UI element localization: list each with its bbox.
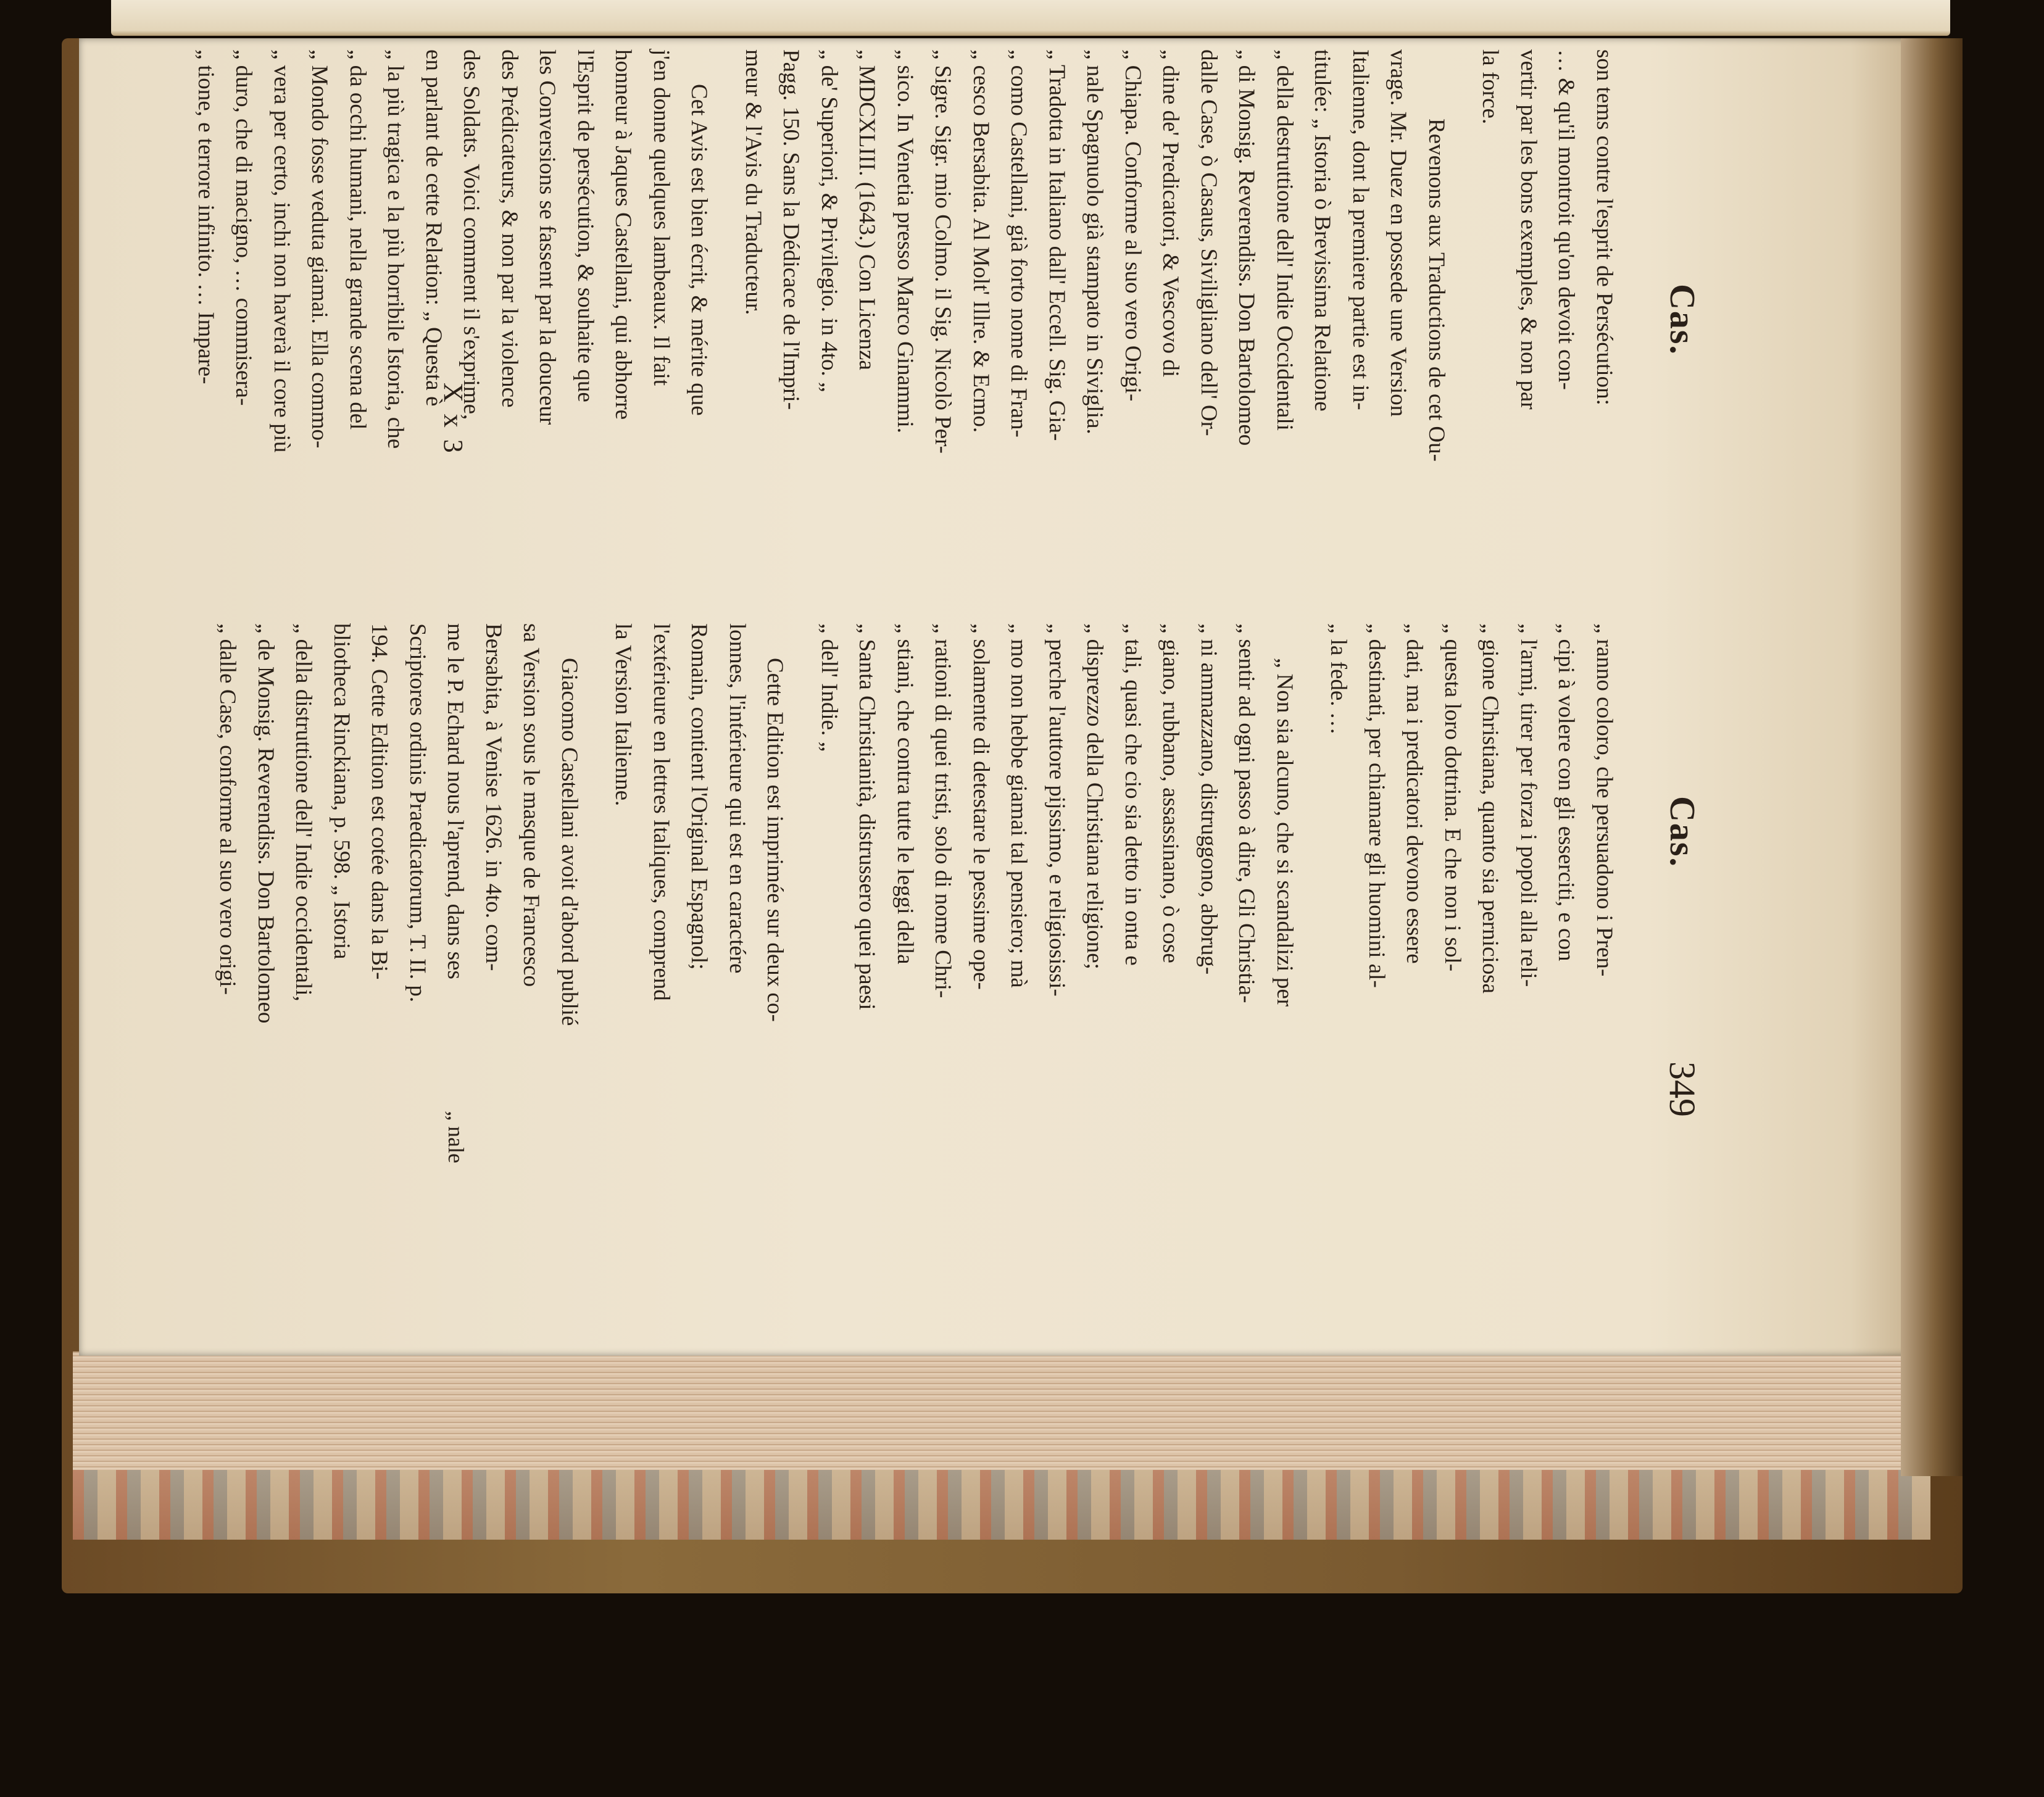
text-line: „ da occhi humani, nella grande scena del bbox=[345, 49, 370, 430]
text-line: „ mo non hebbe giamai tal pensiero; mà bbox=[1006, 623, 1032, 988]
text-line: Cette Edition est imprimée sur deux co- bbox=[762, 658, 788, 1022]
left-text-column bbox=[187, 49, 1624, 580]
text-line: Giacomo Castellani avoit d'abord publié bbox=[557, 658, 582, 1026]
text-line: „ la fede. … bbox=[1326, 623, 1352, 735]
running-title-left: Cas. bbox=[1663, 284, 1703, 355]
text-line: Italienne, dont la premiere partie est in- bbox=[1348, 49, 1373, 410]
text-line: meur & l'Avis du Traducteur. bbox=[741, 49, 766, 315]
text-line: bliotheca Rinckiana, p. 598. „ Istoria bbox=[329, 623, 354, 960]
right-text-column bbox=[209, 623, 1623, 1154]
text-line: „ nale Spagnuolo già stampato in Siviglia. bbox=[1082, 49, 1108, 434]
text-line: en parlant de cette Relation: „ Questa è bbox=[421, 49, 446, 407]
text-line: „ della destruttione dell' Indie Occidentali bbox=[1272, 49, 1297, 431]
text-line: „ destinati, per chiamare gli huomini al- bbox=[1364, 623, 1389, 988]
text-line: vrage. Mr. Duez en possede une Version bbox=[1386, 49, 1411, 417]
text-line: „ questa loro dottrina. E che non i sol- bbox=[1440, 623, 1465, 972]
text-line: j'en donne quelques lambeaux. Il fait bbox=[649, 49, 674, 386]
text-line: „ Mondo fosse veduta giamai. Ella commo- bbox=[307, 49, 333, 449]
text-line: „ solamente di detestare le pessime ope- bbox=[968, 623, 994, 990]
text-line: „ Santa Christianità, distrussero quei paesi bbox=[854, 623, 880, 1010]
text-line: „ MDCXLIII. (1643.) Con Licenza bbox=[854, 49, 880, 370]
previous-page-edge bbox=[111, 0, 1950, 36]
page-number: 349 bbox=[1662, 1061, 1703, 1117]
text-line: „ dine de' Predicatori, & Vescovo di bbox=[1158, 49, 1184, 378]
text-line: „ stiani, che contra tutte le leggi della bbox=[892, 623, 918, 965]
text-line: „ dell' Indie. „ bbox=[816, 623, 842, 752]
text-line: „ ni ammazzano, distruggono, abbrug- bbox=[1196, 623, 1221, 975]
text-line: „ duro, che di macigno, … commisera- bbox=[231, 49, 257, 406]
text-line: „ dalle Case, conforme al suo vero origi- bbox=[215, 623, 241, 995]
text-line: „ giano, rubbano, assassinano, ò cose bbox=[1158, 623, 1184, 963]
text-line: 194. Cette Edition est cotée dans la Bi- bbox=[367, 623, 393, 980]
text-line: „ como Castellani, già forto nome di Fran- bbox=[1006, 49, 1032, 438]
text-line: „ perche l'auttore pijssimo, e religiosissi- bbox=[1044, 623, 1070, 997]
running-header bbox=[1623, 49, 1703, 1259]
text-line: „ sico. In Venetia presso Marco Ginammi. bbox=[892, 49, 918, 433]
text-line: „ Non sia alcuno, che si scandalizi per bbox=[1272, 658, 1297, 1007]
text-line: „ la più tragica e la più horribile Istoria, che bbox=[383, 49, 409, 449]
page-content bbox=[193, 49, 1703, 1259]
text-line: l'extérieure en lettres Italiques, comprend bbox=[649, 623, 674, 1001]
text-line: „ rationi di quei tristi, solo di nome Chri- bbox=[930, 623, 956, 998]
text-line: „ Chiapa. Conforme al suo vero Origi- bbox=[1120, 49, 1145, 402]
text-line: vertir par les bons exemples, & non par bbox=[1516, 49, 1541, 410]
text-line: „ dati, ma i predicatori devono essere bbox=[1402, 623, 1427, 964]
text-line: „ della distruttione dell' Indie occidentali, bbox=[291, 623, 317, 1002]
text-line: sa Version sous le masque de Francesco bbox=[518, 623, 544, 987]
text-line: des Prédicateurs, & non par la violence bbox=[497, 49, 522, 408]
text-line: „ Sigre. Sigr. mio Colmo. il Sig. Nicolò Per- bbox=[930, 49, 956, 454]
text-line: titulée: „ Istoria ò Brevissima Relatione bbox=[1310, 49, 1336, 412]
text-line: Bersabita, à Venise 1626. in 4to. com- bbox=[481, 623, 506, 971]
text-line: dalle Case, ò Casaus, Siviligliano dell' Or- bbox=[1196, 49, 1221, 436]
text-line: me le P. Echard nous l'aprend, dans ses bbox=[442, 623, 468, 979]
text-line: „ cipi à volere con gli esserciti, e con bbox=[1553, 623, 1579, 961]
text-line: … & qu'il montroit qu'on devoit con- bbox=[1553, 49, 1579, 390]
text-line: honneur à Jaques Castellani, qui abhorre bbox=[610, 49, 636, 420]
text-line: l'Esprit de persécution, & souhaite que bbox=[573, 49, 598, 402]
text-line: „ vera per certo, inchi non haverà il core più bbox=[269, 49, 294, 453]
text-line: „ di Monsig. Reverendiss. Don Bartolomeo bbox=[1234, 49, 1260, 446]
book-gutter bbox=[1901, 38, 1963, 1476]
page-block-edges bbox=[73, 1351, 1930, 1470]
text-line: „ de' Superiori, & Privilegio. in 4to. „ bbox=[816, 49, 842, 392]
text-line: la Version Italienne. bbox=[610, 623, 636, 807]
signature-mark: X x 3 bbox=[438, 383, 468, 455]
text-line: Revenons aux Traductions de cet Ou- bbox=[1424, 118, 1449, 462]
text-line: Cet Avis est bien écrit, & mérite que bbox=[686, 84, 712, 416]
text-line: son tems contre l'esprit de Persécution: bbox=[1592, 49, 1617, 405]
text-line: „ cesco Bersabita. Al Molt' Illre. & Ecmo. bbox=[968, 49, 994, 433]
text-line: des Soldats. Voici comment il s'exprime, bbox=[459, 49, 484, 420]
text-line: la force. bbox=[1477, 49, 1503, 125]
text-line: lonnes, l'intérieure qui est en caractére bbox=[725, 623, 750, 974]
running-title-right: Cas. bbox=[1663, 796, 1703, 868]
text-line: Romain, contient l'Original Espagnol; bbox=[686, 623, 712, 970]
text-line: „ gione Christiana, quanto sia perniciosa bbox=[1477, 623, 1503, 994]
text-line: „ sentir ad ogni passo à dire, Gli Christia- bbox=[1234, 623, 1260, 1003]
text-line: „ disprezzo della Christiana religione; bbox=[1082, 623, 1108, 969]
text-line: „ ranno coloro, che persuadono i Pren- bbox=[1592, 623, 1617, 977]
text-line: Scriptores ordinis Praedicatorum, T. II. p. bbox=[405, 623, 430, 1003]
catchword: „ nale bbox=[444, 1111, 468, 1163]
text-line: „ de Monsig. Reverendiss. Don Bartolomeo bbox=[253, 623, 278, 1024]
text-line: „ tali, quasi che cio sia detto in onta e bbox=[1120, 623, 1145, 966]
text-line: „ l'armi, tirer per forza i popoli alla reli- bbox=[1516, 623, 1541, 987]
text-line: les Conversions se fassent par la douceur bbox=[534, 49, 560, 425]
text-line: „ Tradotta in Italiano dall' Eccell. Sig. Gia- bbox=[1044, 49, 1070, 441]
text-line: „ tione, e terrore infinito. … Impare- bbox=[193, 49, 218, 384]
text-line: Pagg. 150. Sans la Dédicace de l'Impri- bbox=[778, 49, 804, 410]
